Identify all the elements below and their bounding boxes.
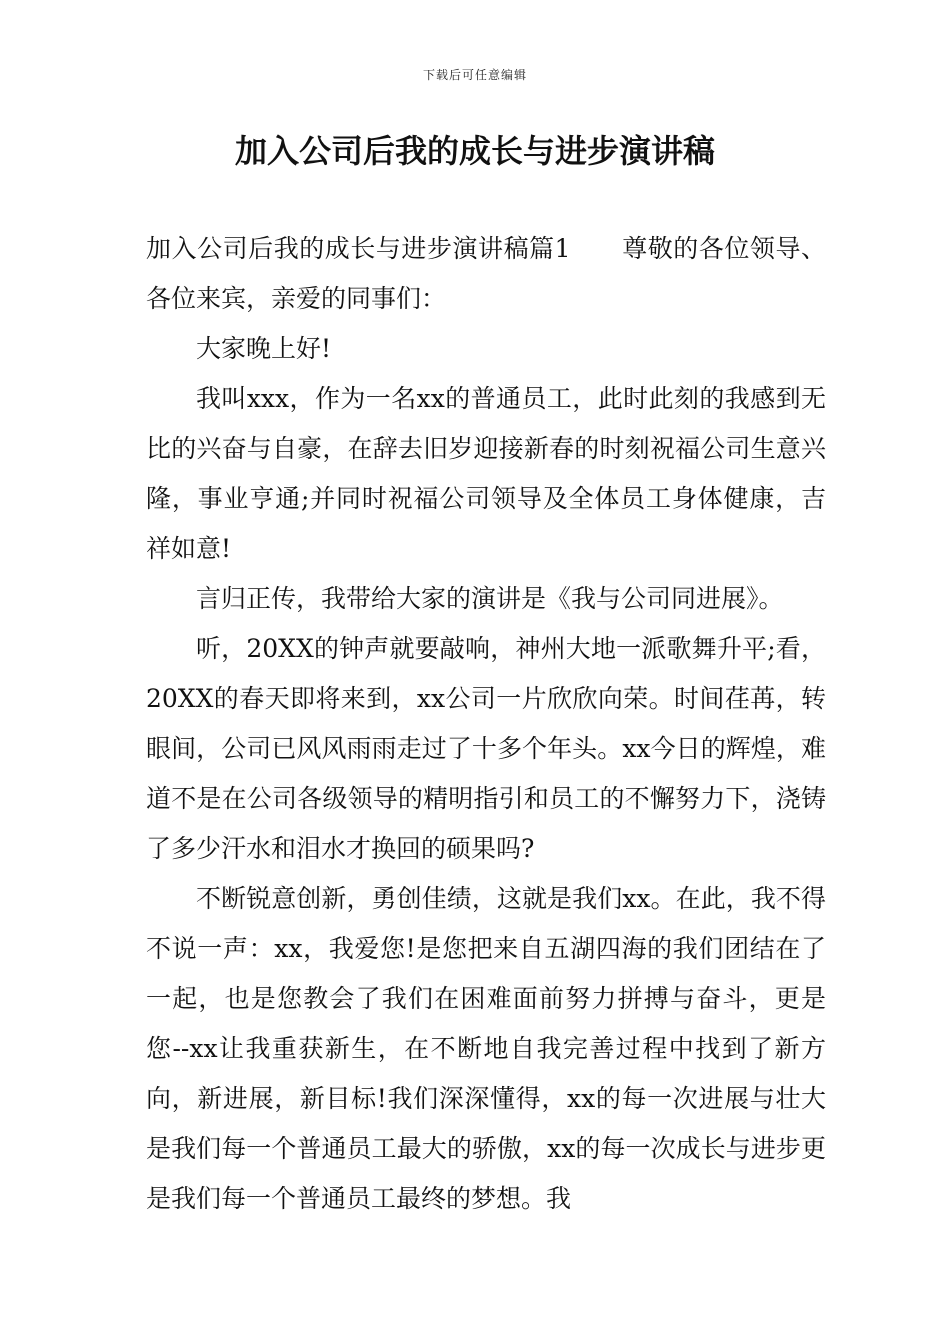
paragraph-opening: 加入公司后我的成长与进步演讲稿篇1 尊敬的各位领导、各位来宾，亲爱的同事们： bbox=[146, 234, 826, 313]
page-title: 加入公司后我的成长与进步演讲稿 bbox=[234, 132, 715, 170]
paragraph-topic: 言归正传，我带给大家的演讲是《我与公司同进展》。 bbox=[196, 584, 784, 613]
paragraph-company-history: 听，20XX的钟声就要敲响，神州大地一派歌舞升平;看，20XX的春天即将来到，xx公司一片欣欣向荣。时间荏苒，转眼间，公司已风风雨雨走过了十多个年头。xx今日的辉煌，难道不是在公司各级领导的精明指引和员工的不懈努力下，浇铸了多少汗水和泪水才换回的硕果吗? bbox=[146, 634, 826, 863]
header-note: 下载后可任意编辑 bbox=[422, 68, 527, 82]
paragraph-introduction: 我叫xxx，作为一名xx的普通员工，此时此刻的我感到无比的兴奋与自豪，在辞去旧岁迎接新春的时刻祝福公司生意兴隆，事业亨通;并同时祝福公司领导及全体员工身体健康，吉祥如意! bbox=[146, 384, 826, 563]
paragraph-innovation: 不断锐意创新，勇创佳绩，这就是我们xx。在此，我不得不说一声：xx，我爱您!是您把来自五湖四海的我们团结在了一起，也是您教会了我们在困难面前努力拼搏与奋斗，更是您--xx让我重获新生，在不断地自我完善过程中找到了新方向，新进展，新目标!我们深深懂得，xx的每一次进展与壮大是我们每一个普通员工最大的骄傲，xx的每一次成长与进步更是我们每一个普通员工最终的梦想。我 bbox=[146, 884, 826, 1213]
document-body bbox=[146, 224, 826, 1224]
paragraph-greeting: 大家晚上好! bbox=[196, 334, 332, 363]
